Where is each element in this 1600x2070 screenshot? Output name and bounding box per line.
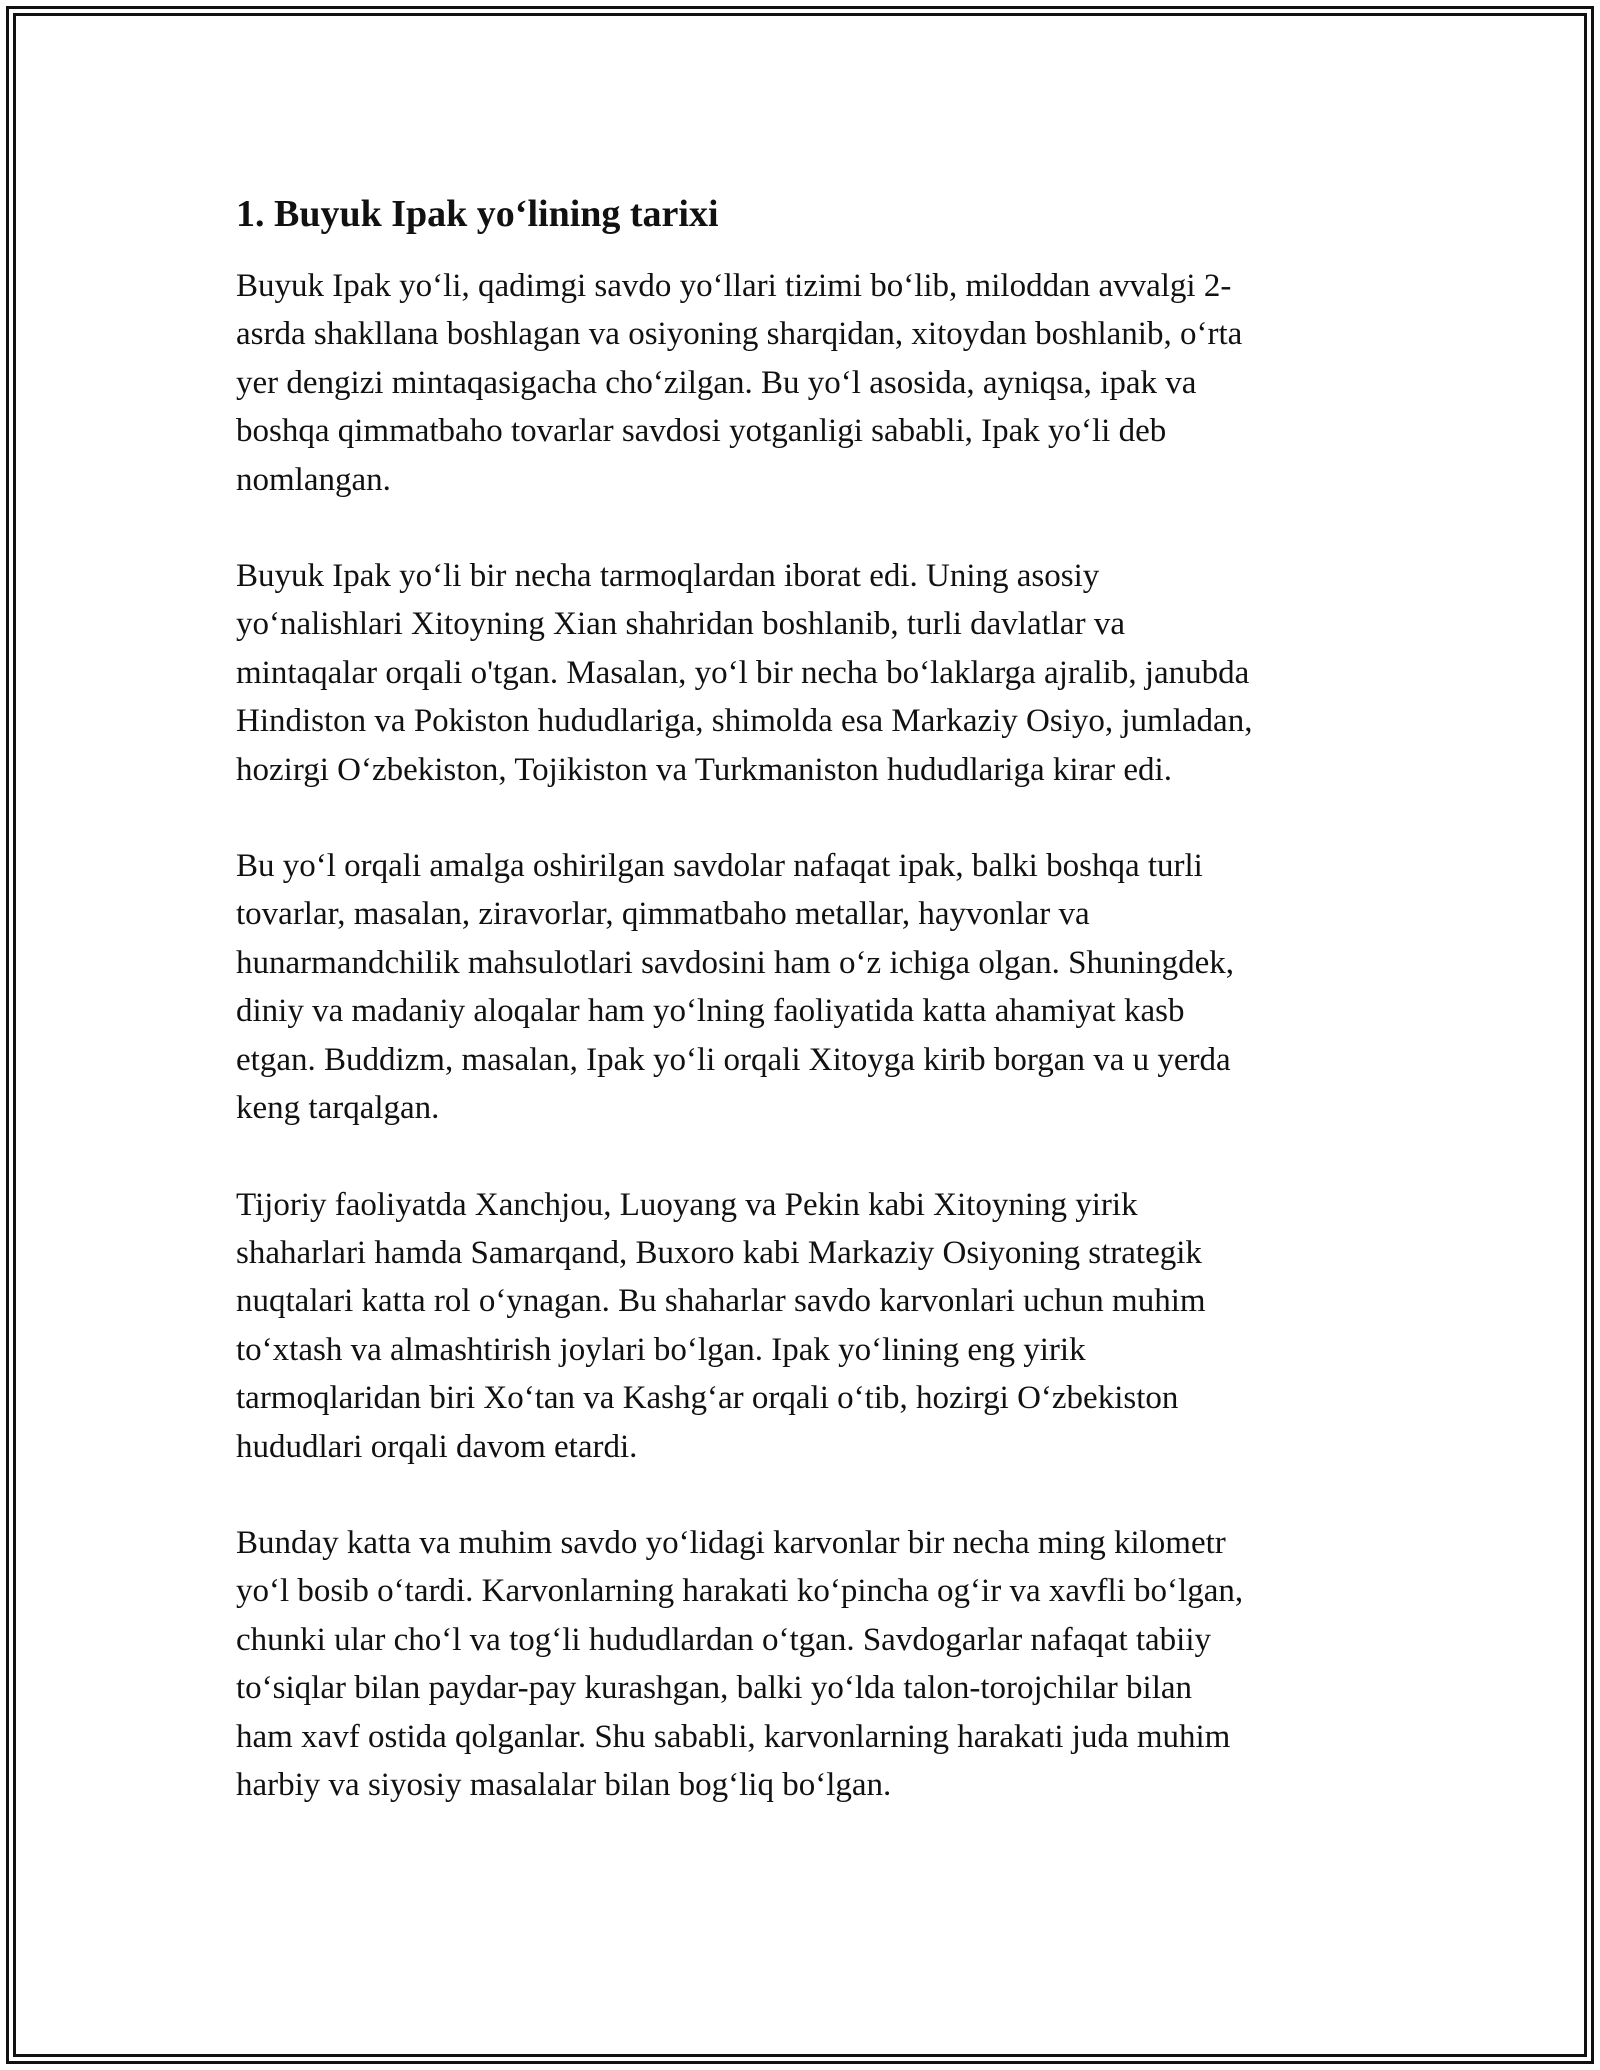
paragraph-line: tarmoqlaridan biri Xo‘tan va Kashg‘ar orqali o‘tib, hozirgi O‘zbekiston [236,1380,1179,1417]
paragraph-line: yo‘l bosib o‘tardi. Karvonlarning harakati ko‘pincha og‘ir va xavfli bo‘lgan, [236,1573,1244,1610]
paragraph-line: ham xavf ostida qolganlar. Shu sababli, karvonlarning harakati juda muhim [236,1718,1231,1755]
paragraph-line: hozirgi O‘zbekiston, Tojikiston va Turkmaniston hududlariga kirar edi. [236,751,1172,788]
paragraph-line: hududlari orqali davom etardi. [236,1428,638,1465]
paragraph-line: Tijoriy faoliyatda Xanchjou, Luoyang va Pekin kabi Xitoyning yirik [236,1186,1138,1223]
paragraph-line: boshqa qimmatbaho tovarlar savdosi yotganligi sababli, Ipak yo‘li deb [236,413,1167,450]
paragraph-line: chunki ular cho‘l va tog‘li hududlardan o‘tgan. Savdogarlar nafaqat tabiiy [236,1621,1212,1658]
paragraph-line: nuqtalari katta rol o‘ynagan. Bu shaharlar savdo karvonlari uchun muhim [236,1283,1206,1320]
paragraph-line: Bunday katta va muhim savdo yo‘lidagi karvonlar bir necha ming kilometr [236,1524,1226,1561]
paragraph-1 [236,262,1386,504]
paragraph-line: Buyuk Ipak yo‘li, qadimgi savdo yo‘llari tizimi bo‘lib, miloddan avvalgi 2- [236,268,1232,304]
paragraph-line: asrda shakllana boshlagan va osiyoning sharqidan, xitoydan boshlanib, o‘rta [236,316,1243,353]
paragraph-line: to‘xtash va almashtirish joylari bo‘lgan. Ipak yo‘lining eng yirik [236,1331,1086,1368]
paragraph-line: etgan. Buddizm, masalan, Ipak yo‘li orqali Xitoyga kirib borgan va u yerda [236,1041,1231,1078]
document-body [236,186,1386,1857]
paragraph-line: Buyuk Ipak yo‘li bir necha tarmoqlardan iborat edi. Uning asosiy [236,558,1100,595]
paragraph-line: nomlangan. [236,461,391,498]
paragraph-line: keng tarqalgan. [236,1090,440,1127]
paragraph-line: harbiy va siyosiy masalalar bilan bog‘liq bo‘lgan. [236,1766,892,1803]
paragraph-line: yer dengizi mintaqasigacha cho‘zilgan. Bu yo‘l asosida, ayniqsa, ipak va [236,364,1197,401]
paragraph-2 [236,552,1386,794]
paragraph-3 [236,842,1386,1132]
paragraph-line: tovarlar, masalan, ziravorlar, qimmatbaho metallar, hayvonlar va [236,896,1090,933]
paragraph-line: diniy va madaniy aloqalar ham yo‘lning faoliyatida katta ahamiyat kasb [236,993,1185,1030]
section-heading: 1. Buyuk Ipak yo‘lining tarixi [236,193,719,235]
paragraph-line: hunarmandchilik mahsulotlari savdosini ham o‘z ichiga olgan. Shuningdek, [236,944,1235,981]
paragraph-5 [236,1519,1386,1809]
paragraph-line: Bu yo‘l orqali amalga oshirilgan savdolar nafaqat ipak, balki boshqa turli [236,848,1203,885]
paragraph-line: to‘siqlar bilan paydar-pay kurashgan, balki yo‘lda talon-torojchilar bilan [236,1670,1193,1707]
paragraph-line: shaharlari hamda Samarqand, Buxoro kabi Markaziy Osiyoning strategik [236,1234,1202,1271]
paragraph-4 [236,1181,1386,1471]
paragraph-line: Hindiston va Pokiston hududlariga, shimolda esa Markaziy Osiyo, jumladan, [236,703,1253,740]
paragraph-line: yo‘nalishlari Xitoyning Xian shahridan boshlanib, turli davlatlar va [236,606,1125,643]
paragraph-line: mintaqalar orqali o'tgan. Masalan, yo‘l bir necha bo‘laklarga ajralib, janubda [236,654,1250,691]
